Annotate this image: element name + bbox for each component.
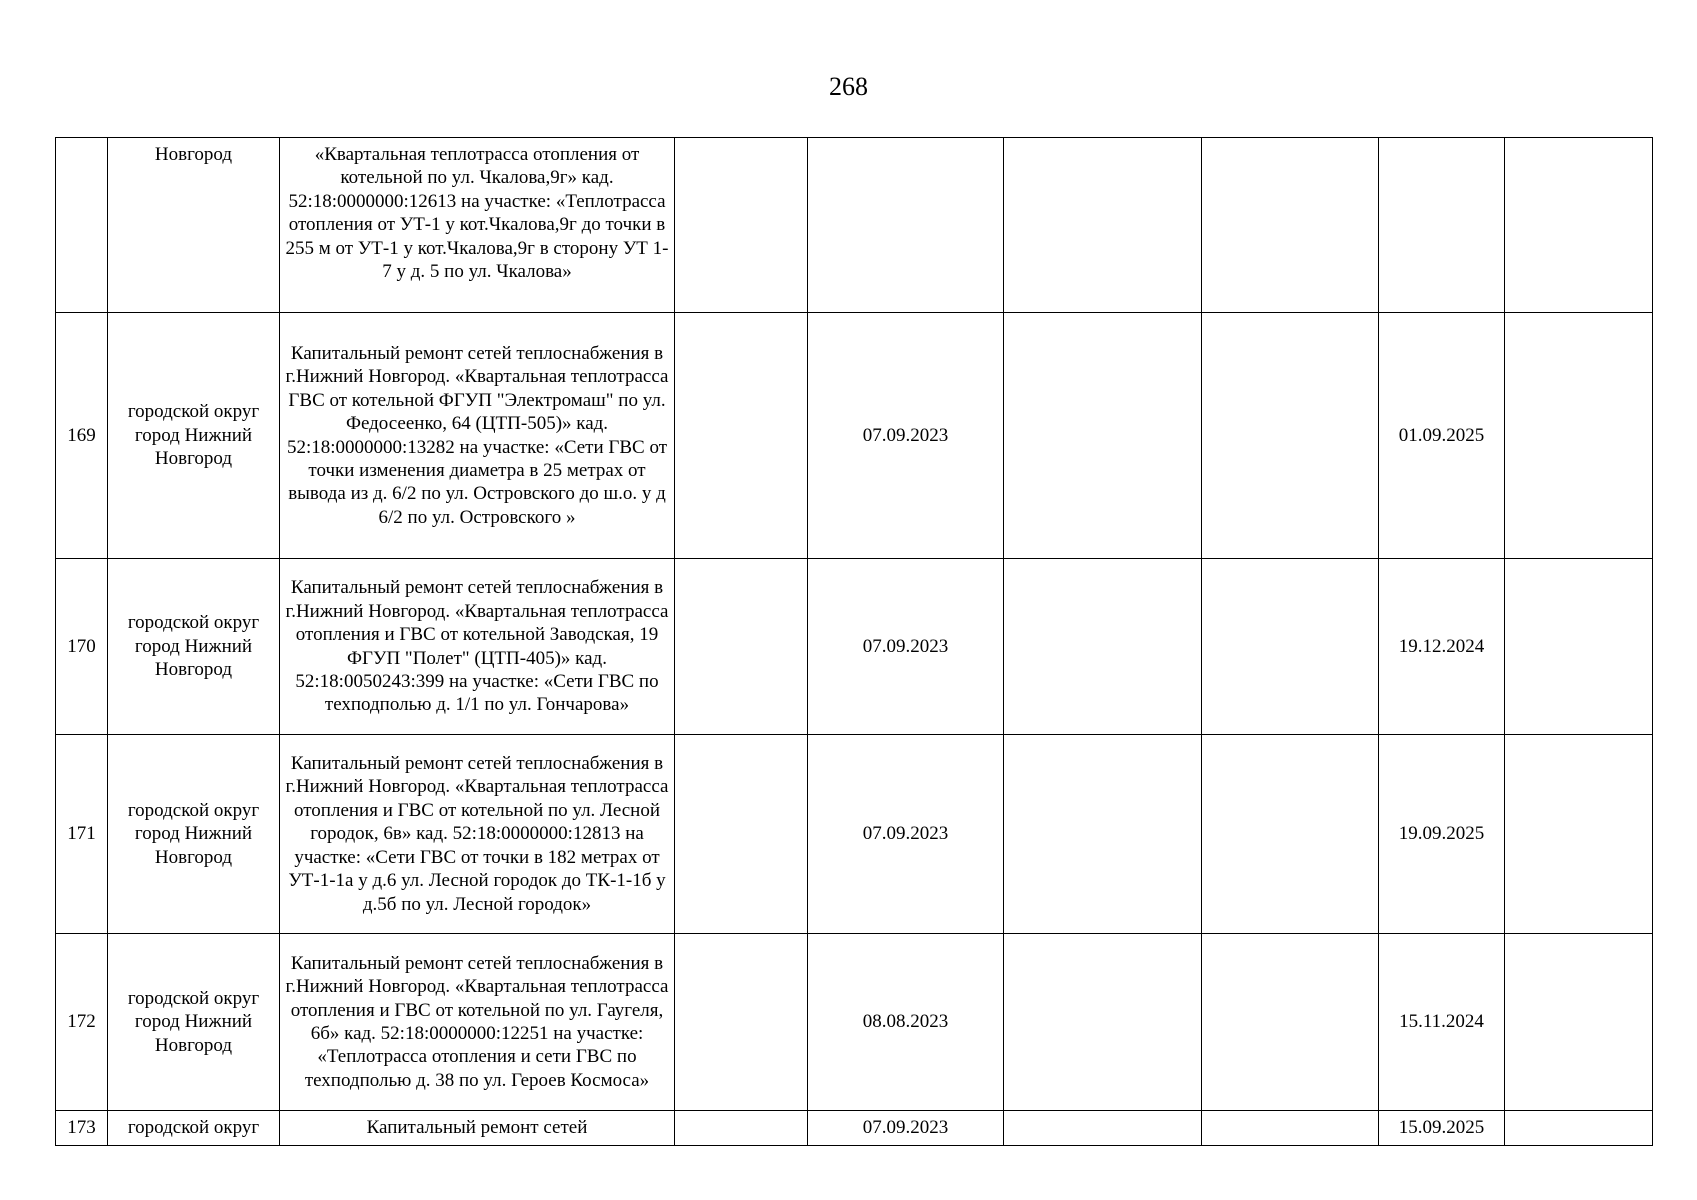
start-date-cell	[808, 138, 1004, 313]
end-date-cell: 19.12.2024	[1379, 559, 1505, 735]
empty-cell	[675, 138, 808, 313]
object-description-cell: Капитальный ремонт сетей теплоснабжения в г.Нижний Новгород. «Квартальная теплотрасса отопления и ГВС от котельной по ул. Гаугеля, 6б» кад. 52:18:0000000:12251 на участке: «Теплотрасса отопления и сети ГВС по техподполью д. 38 по ул. Героев Космоса»	[280, 934, 675, 1111]
municipality-cell: городской округ	[108, 1111, 280, 1146]
row-number-cell: 169	[56, 313, 108, 559]
object-description-cell: Капитальный ремонт сетей	[280, 1111, 675, 1146]
empty-cell	[1202, 934, 1379, 1111]
object-description-cell: Капитальный ремонт сетей теплоснабжения в г.Нижний Новгород. «Квартальная теплотрасса отопления и ГВС от котельной Заводская, 19 ФГУП "Полет" (ЦТП-405)» кад. 52:18:0050243:399 на участке: «Сети ГВС по техподполью д. 1/1 по ул. Гончарова»	[280, 559, 675, 735]
empty-cell	[1505, 313, 1653, 559]
empty-cell	[675, 313, 808, 559]
row-number-cell	[56, 138, 108, 313]
end-date-cell: 01.09.2025	[1379, 313, 1505, 559]
start-date-cell: 08.08.2023	[808, 934, 1004, 1111]
municipality-cell: городской округ город Нижний Новгород	[108, 934, 280, 1111]
empty-cell	[1202, 735, 1379, 934]
table-row	[56, 934, 1653, 1111]
empty-cell	[1505, 934, 1653, 1111]
page-number: 268	[829, 72, 868, 101]
empty-cell	[1202, 313, 1379, 559]
object-description-cell: Капитальный ремонт сетей теплоснабжения в г.Нижний Новгород. «Квартальная теплотрасса ГВС от котельной ФГУП "Электромаш" по ул. Федосеенко, 64 (ЦТП-505)» кад. 52:18:0000000:13282 на участке: «Сети ГВС от точки изменения диаметра в 25 метрах от вывода из д. 6/2 по ул. Островского до ш.о. у д 6/2 по ул. Островского »	[280, 313, 675, 559]
empty-cell	[1004, 735, 1202, 934]
row-number-cell: 171	[56, 735, 108, 934]
empty-cell	[1505, 559, 1653, 735]
empty-cell	[1505, 138, 1653, 313]
empty-cell	[675, 1111, 808, 1146]
object-description-cell: «Квартальная теплотрасса отопления от котельной по ул. Чкалова,9г» кад. 52:18:0000000:12613 на участке: «Теплотрасса отопления от УТ-1 у кот.Чкалова,9г до точки в 255 м от УТ-1 у кот.Чкалова,9г в сторону УТ 1-7 у д. 5 по ул. Чкалова»	[280, 138, 675, 313]
empty-cell	[1004, 313, 1202, 559]
empty-cell	[1004, 138, 1202, 313]
table-row	[56, 138, 1653, 313]
empty-cell	[1004, 559, 1202, 735]
start-date-cell: 07.09.2023	[808, 735, 1004, 934]
end-date-cell: 15.09.2025	[1379, 1111, 1505, 1146]
table-row	[56, 1111, 1653, 1146]
table-row	[56, 735, 1653, 934]
empty-cell	[675, 559, 808, 735]
empty-cell	[1004, 934, 1202, 1111]
end-date-cell: 19.09.2025	[1379, 735, 1505, 934]
registry-table	[55, 137, 1653, 1146]
table-row	[56, 313, 1653, 559]
municipality-cell: городской округ город Нижний Новгород	[108, 559, 280, 735]
empty-cell	[675, 934, 808, 1111]
row-number-cell: 170	[56, 559, 108, 735]
empty-cell	[675, 735, 808, 934]
empty-cell	[1505, 1111, 1653, 1146]
empty-cell	[1202, 559, 1379, 735]
object-description-cell: Капитальный ремонт сетей теплоснабжения в г.Нижний Новгород. «Квартальная теплотрасса отопления и ГВС от котельной по ул. Лесной городок, 6в» кад. 52:18:0000000:12813 на участке: «Сети ГВС от точки в 182 метрах от УТ-1-1а у д.6 ул. Лесной городок до ТК-1-1б у д.5б по ул. Лесной городок»	[280, 735, 675, 934]
municipality-cell: Новгород	[108, 138, 280, 313]
empty-cell	[1202, 1111, 1379, 1146]
table-row	[56, 559, 1653, 735]
start-date-cell: 07.09.2023	[808, 559, 1004, 735]
start-date-cell: 07.09.2023	[808, 1111, 1004, 1146]
empty-cell	[1004, 1111, 1202, 1146]
end-date-cell: 15.11.2024	[1379, 934, 1505, 1111]
row-number-cell: 173	[56, 1111, 108, 1146]
municipality-cell: городской округ город Нижний Новгород	[108, 313, 280, 559]
start-date-cell: 07.09.2023	[808, 313, 1004, 559]
empty-cell	[1505, 735, 1653, 934]
municipality-cell: городской округ город Нижний Новгород	[108, 735, 280, 934]
empty-cell	[1202, 138, 1379, 313]
end-date-cell	[1379, 138, 1505, 313]
row-number-cell: 172	[56, 934, 108, 1111]
